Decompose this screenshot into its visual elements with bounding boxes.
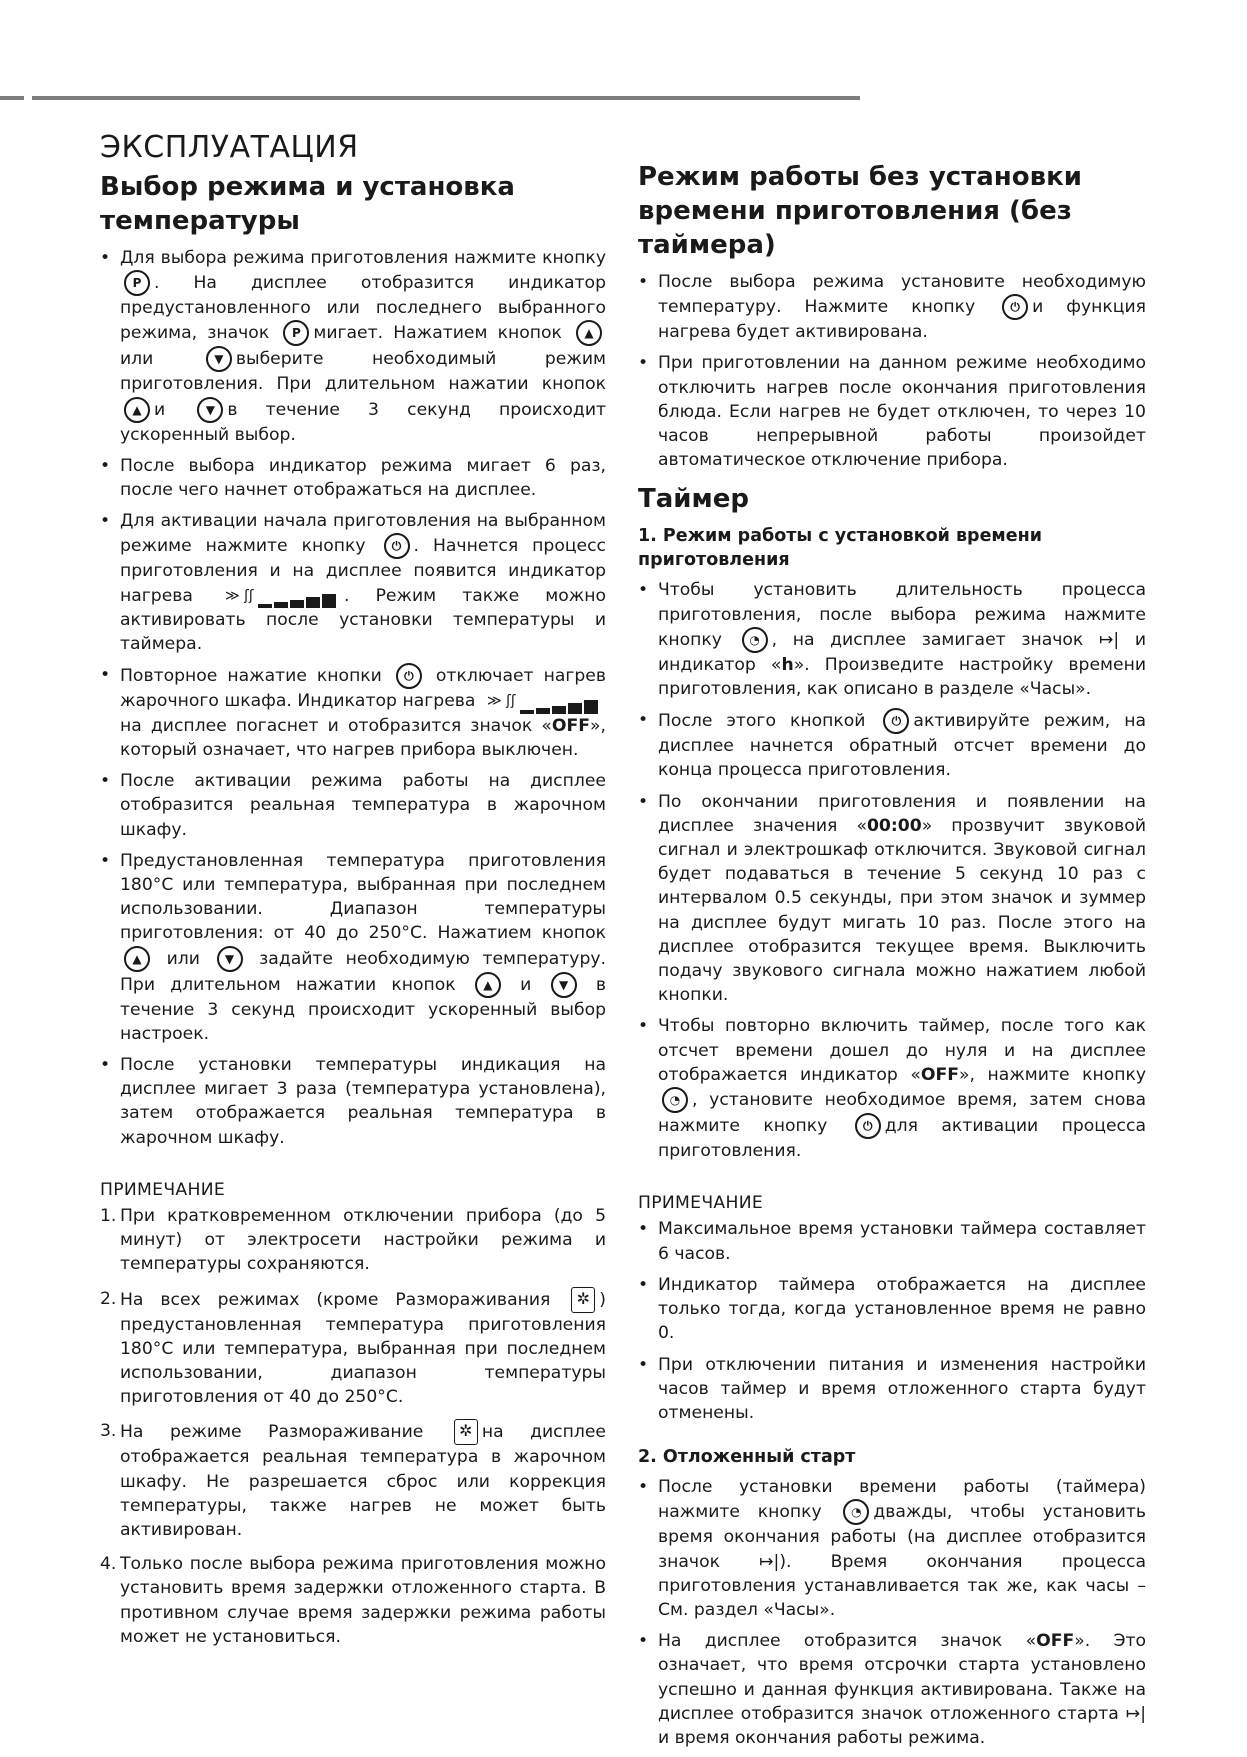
- list-item: • Чтобы установить длительность процесса приготовления, после выбора режима нажмите кнопку ◔ , на дисплее замигает значок ↦| и индикатор «h». Произведите настройку времени приготовления, как описано в разделе «Часы».: [638, 578, 1146, 701]
- down-button-icon: ▼: [206, 346, 232, 372]
- list-item: 3. На режиме Размораживание ✲ на дисплее отображается реальная температура в жарочном шкафу. Не разрешается сброс или коррекция температуры, также нагрев не может быть активирован.: [100, 1421, 607, 1541]
- heat-indicator-icon: ≫ ʃʃ: [225, 584, 338, 608]
- list-item: 4. Только после выбора режима приготовления можно установить время задержки отложенного старта. В противном случае время задержки режима работы может не установиться.: [100, 1554, 606, 1647]
- list-item: • Предустановленная температура приготовления 180°C или температура, выбранная при последнем использовании. Диапазон температуры приготовления: от 40 до 250°C. Нажатием кнопок ▲ или ▼ задайте необходимую температуру. При длительном нажатии кнопок ▲ и ▼ в течение 3 секунд происходит ускоренный выбор настроек.: [100, 849, 606, 1046]
- list-item: 1. При кратковременном отключении прибора (до 5 минут) от электросети настройки режима и температуры сохраняются.: [100, 1206, 606, 1275]
- end-time-icon: ↦|: [759, 1551, 780, 1572]
- list-item: • Индикатор таймера отображается на дисплее только тогда, когда установленное время не равно 0.: [638, 1273, 1146, 1346]
- power-button-icon: ⏻: [1002, 294, 1028, 320]
- section-label: ЭКСПЛУАТАЦИЯ: [100, 130, 359, 165]
- mode-selection-list: [100, 246, 606, 1150]
- up-button-icon: ▲: [475, 972, 501, 998]
- header-rule-left: [0, 96, 24, 100]
- no-timer-list: [638, 270, 1146, 472]
- power-button-icon: ⏻: [396, 663, 422, 689]
- down-button-icon: ▼: [217, 946, 243, 972]
- list-item: 2. На всех режимах (кроме Размораживания ✲ ) предустановленная температура приготовления 180°C или температура, выбранная при последнем использовании, диапазон температуры приготовления от 40 до 250°C.: [100, 1288, 606, 1408]
- header-rule: [32, 96, 860, 100]
- up-button-icon: ▲: [124, 397, 150, 423]
- end-time-icon: ↦|: [1098, 629, 1120, 650]
- list-item: • После установки температуры индикация на дисплее мигает 3 раза (температура установлена), затем отображается реальная температура в жарочном шкафу.: [100, 1053, 606, 1150]
- list-item: • Для активации начала приготовления на выбранном режиме нажмите кнопку ⏻ . Начнется процесс приготовления и на дисплее появится индикатор нагрева ≫ ʃʃ . Режим также можно активировать после установки температуры и таймера.: [100, 509, 606, 656]
- list-item: • По окончании приготовления и появлении на дисплее значения «00:00» прозвучит звуковой сигнал и электрошкаф отключится. Звуковой сигнал будет подаваться в течение 5 секунд 10 раз с интервалом 0.5 секунды, при этом значок и зуммер на дисплее будут мигать 10 раз. После этого на дисплее отобразится текущее время. Выключить подачу звукового сигнала можно нажатием любой кнопки.: [638, 790, 1146, 1008]
- list-item: • Для выбора режима приготовления нажмите кнопку P . На дисплее отобразится индикатор предустановленного или последнего выбранного режима, значок P мигает. Нажатием кнопок ▲или ▼ выберите необходимый режим приготовления. При длительном нажатии кнопок ▲ и ▼ в течение 3 секунд происходит ускоренный выбор.: [100, 246, 606, 447]
- program-button-icon: P: [124, 270, 150, 296]
- down-button-icon: ▼: [551, 972, 577, 998]
- timer-heading: Таймер: [638, 484, 749, 515]
- list-item: • После установки времени работы (таймера) нажмите кнопку ◔ дважды, чтобы установить время окончания работы (на дисплее отобразится значок ↦|). Время окончания процесса приготовления устанавливается так же, как часы – См. раздел «Часы».: [638, 1475, 1146, 1622]
- left-heading: Выбор режима и установка температуры: [100, 172, 515, 236]
- left-column: [100, 130, 606, 1659]
- list-item: • При отключении питания и изменения настройки часов таймер и время отложенного старта будут отменены.: [638, 1353, 1146, 1426]
- right-column: [638, 160, 1146, 1757]
- list-item: • После выбора индикатор режима мигает 6 раз, после чего начнет отображаться на дисплее.: [100, 454, 606, 502]
- clock-button-icon: ◔: [843, 1499, 869, 1525]
- power-button-icon: ⏻: [883, 708, 909, 734]
- left-note-title: ПРИМЕЧАНИЕ: [100, 1179, 226, 1200]
- left-notes-list: [100, 1204, 606, 1649]
- list-item: • После этого кнопкой ⏻ активируйте режим, на дисплее начнется обратный отсчет времени до конца процесса приготовления.: [638, 708, 1146, 782]
- clock-button-icon: ◔: [662, 1087, 688, 1113]
- timer-list: [638, 578, 1146, 1163]
- list-item: • После активации режима работы на дисплее отобразится реальная температура в жарочном шкафу.: [100, 769, 606, 842]
- list-item: • На дисплее отобразится значок «OFF». Это означает, что время отсрочки старта установлено успешно и данная функция активирована. Также на дисплее отобразится значок отложенного старта ↦| и время окончания работы режима.: [638, 1629, 1146, 1750]
- power-button-icon: ⏻: [855, 1113, 881, 1139]
- heat-indicator-icon: ≫ ʃʃ: [487, 689, 600, 713]
- timer-subheading-1: 1. Режим работы с установкой времени приготовления: [638, 526, 1042, 571]
- right-note-title: ПРИМЕЧАНИЕ: [638, 1193, 764, 1214]
- right-heading: Режим работы без установки времени приготовления (без таймера): [638, 162, 1082, 260]
- delayed-start-list: [638, 1475, 1146, 1750]
- power-button-icon: ⏻: [384, 533, 410, 559]
- up-button-icon: ▲: [576, 320, 602, 346]
- end-time-icon: ↦|: [1125, 1703, 1146, 1724]
- timer-subheading-2: 2. Отложенный старт: [638, 1447, 856, 1468]
- list-item: • Чтобы повторно включить таймер, после того как отсчет времени дошел до нуля и на дисплее отображается индикатор «OFF», нажмите кнопку ◔ , установите необходимое время, затем снова нажмите кнопку ⏻ для активации процесса приготовления.: [638, 1014, 1146, 1163]
- list-item: • После выбора режима установите необходимую температуру. Нажмите кнопку ⏻ и функция нагрева будет активирована.: [638, 270, 1146, 344]
- program-button-icon: P: [283, 320, 309, 346]
- defrost-icon: ✲: [454, 1419, 478, 1445]
- list-item: • Максимальное время установки таймера составляет 6 часов.: [638, 1217, 1146, 1265]
- clock-button-icon: ◔: [742, 627, 768, 653]
- down-button-icon: ▼: [197, 397, 223, 423]
- list-item: • Повторное нажатие кнопки ⏻ отключает нагрев жарочного шкафа. Индикатор нагрева ≫ ʃʃ на дисплее погаснет и отобразится значок «OFF», который означает, что нагрев прибора выключен.: [100, 663, 606, 762]
- right-notes-list: [638, 1217, 1146, 1425]
- defrost-icon: ✲: [571, 1287, 595, 1313]
- up-button-icon: ▲: [124, 946, 150, 972]
- list-item: • При приготовлении на данном режиме необходимо отключить нагрев после окончания приготовления блюда. Если нагрев не будет отключен, то через 10 часов непрерывной работы произойдет автоматическое отключение прибора.: [638, 351, 1146, 472]
